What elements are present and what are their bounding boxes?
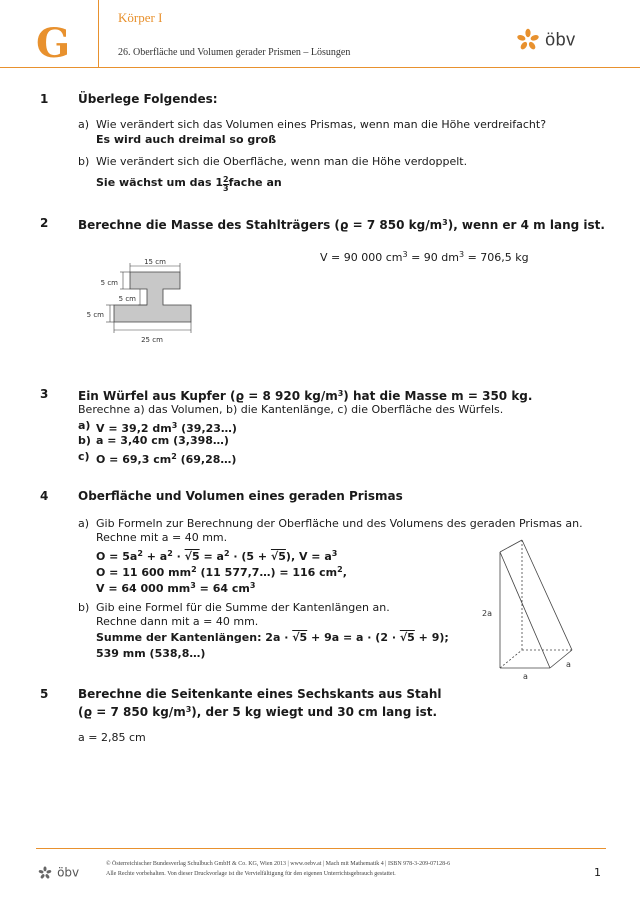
footer-divider <box>36 848 606 849</box>
task-2-answer-sup: 3 <box>458 250 465 259</box>
steel-beam-cross-section-figure <box>80 255 210 347</box>
task-3b-label: b) <box>78 434 91 447</box>
footer-logo <box>38 862 79 881</box>
fraction-numerator: 2 <box>223 175 229 184</box>
task-2-title <box>78 216 605 232</box>
task-3c-label: c) <box>78 450 90 463</box>
footer-star-icon <box>38 866 52 880</box>
prism-base-label: a <box>523 672 528 681</box>
task-5-number: 5 <box>40 687 49 701</box>
task-3-instructions: Berechne a) das Volumen, b) die Kantenlänge, c) die Oberfläche des Würfels. <box>78 403 504 416</box>
task-1b-answer <box>96 176 282 193</box>
task-4a-formula-1: $O = 5a^2 + a^2 \cdot √5 = a^2 \cdot (5 + √5)$, $V = a^3$ <box>96 549 338 563</box>
task-4a-formula-3: V = 64 000 $mm^3 = 64$ $cm^3$ <box>96 581 256 595</box>
task-2-title-sup: 3 <box>442 218 448 227</box>
task-4b-label: b) <box>78 601 90 614</box>
task-2-answer-part: = 90 dm <box>407 251 459 264</box>
task-2-answer <box>320 248 529 265</box>
task-2-answer-part: V = 90 000 cm <box>320 251 403 264</box>
task-2-title-pre: Berechne die Masse des Stahlträgers (ϱ = 7 850 kg/m <box>78 218 443 232</box>
task-3-title <box>78 387 532 403</box>
task-5-title-1: Berechne die Seitenkante eines Sechskants aus Stahl <box>78 687 442 701</box>
footer-rights: Alle Rechte vorbehalten. Von dieser Druckvorlage ist die Vervielfältigung für den eigenen Unterrichtsgebrauch gestattet. <box>106 871 396 877</box>
task-4a-question: Gib Formeln zur Berechnung der Oberfläche und des Volumens des geraden Prismas an. <box>96 517 583 530</box>
dim-bottom-label: 25 cm <box>141 336 163 344</box>
task-3b-answer: a = 3,40 cm (3,398…) <box>96 434 229 447</box>
publisher-logo <box>516 28 576 52</box>
task-3-number: 3 <box>40 387 49 401</box>
task-1a-label: a) <box>78 118 90 131</box>
dim-top-label: 15 cm <box>144 258 166 266</box>
publisher-logo-text: öbv <box>545 29 576 50</box>
task-1b-question: Wie verändert sich die Oberfläche, wenn man die Höhe verdoppelt. <box>96 155 468 168</box>
dim-left2-label: 5 cm <box>118 295 136 303</box>
task-1-number: 1 <box>40 92 49 106</box>
task-2-number: 2 <box>40 216 49 230</box>
task-1b-label: b) <box>78 155 90 168</box>
publisher-star-icon <box>516 28 540 52</box>
page-subtitle: 26. Oberfläche und Volumen gerader Prismen – Lösungen <box>118 47 351 58</box>
task-1a-answer: Es wird auch dreimal so groß <box>96 133 277 146</box>
dim-left1-label: 5 cm <box>100 279 118 287</box>
task-3-title-pre: Ein Würfel aus Kupfer (ϱ = 8 920 kg/m <box>78 389 338 403</box>
task-4-number: 4 <box>40 489 49 503</box>
task-3a-label: a) <box>78 419 91 432</box>
task-4b-answer-2: 539 mm (538,8…) <box>96 647 206 660</box>
task-2-title-post: ), wenn er 4 m lang ist. <box>447 218 605 232</box>
footer-copyright: © Österreichischer Bundesverlag Schulbuch GmbH & Co. KG, Wien 2013 | www.oebv.at | Mach mit Mathematik 4 | ISBN 978-3-209-07128-6 <box>106 861 451 867</box>
task-1a-question: Wie verändert sich das Volumen eines Prismas, wenn man die Höhe verdreifacht? <box>96 118 547 131</box>
task-1-title: Überlege Folgendes: <box>78 92 218 106</box>
task-5-title-2: (ϱ = 7 850 $kg/m^3$), der 5 kg wiegt und 30 cm lang ist. <box>78 705 438 719</box>
page-number: 1 <box>594 866 601 879</box>
header-divider-vertical <box>98 0 99 68</box>
task-1b-answer-post: fache an <box>228 176 282 189</box>
task-4-title: Oberfläche und Volumen eines geraden Prismas <box>78 489 403 503</box>
task-2-answer-part: = 706,5 kg <box>464 251 529 264</box>
header-divider-horizontal <box>0 67 640 68</box>
task-5-answer: a = 2,85 cm <box>78 731 146 744</box>
task-3a-answer: V = 39,2 $dm^3$ (39,23…) <box>96 421 237 435</box>
task-4b-question: Gib eine Formel für die Summe der Kantenlängen an. <box>96 601 390 614</box>
task-4b-answer: Summe der Kantenlängen: 2a · √5 + 9a = a · (2 · √5 + 9); <box>96 631 449 644</box>
task-3-title-sup: 3 <box>337 389 344 398</box>
task-2-answer-sup: 3 <box>402 250 408 259</box>
chapter-letter: G <box>36 20 71 67</box>
task-3-title-post: ) hat die Masse m = 350 kg. <box>343 389 533 403</box>
task-4a-label: a) <box>78 517 90 530</box>
dim-left3-label: 5 cm <box>86 311 104 319</box>
task-4a-question-2: Rechne mit a = 40 mm. <box>96 531 228 544</box>
chapter-title: Körper I <box>118 10 163 25</box>
footer-logo-text: öbv <box>57 865 80 880</box>
prism-height-label: 2a <box>482 609 492 618</box>
task-1b-answer-pre: Sie wächst um das 1 <box>96 176 224 189</box>
prism-depth-label: a <box>566 660 571 669</box>
task-4b-question-2: Rechne dann mit a = 40 mm. <box>96 615 259 628</box>
fraction-denominator: 3 <box>223 184 229 193</box>
task-4a-formula-2: O = 11 600 $mm^2$ (11 577,7…) = 116 $cm^2$, <box>96 565 347 579</box>
task-3c-answer: O = 69,3 $cm^2$ (69,28…) <box>96 452 237 466</box>
prism-figure <box>470 528 590 683</box>
